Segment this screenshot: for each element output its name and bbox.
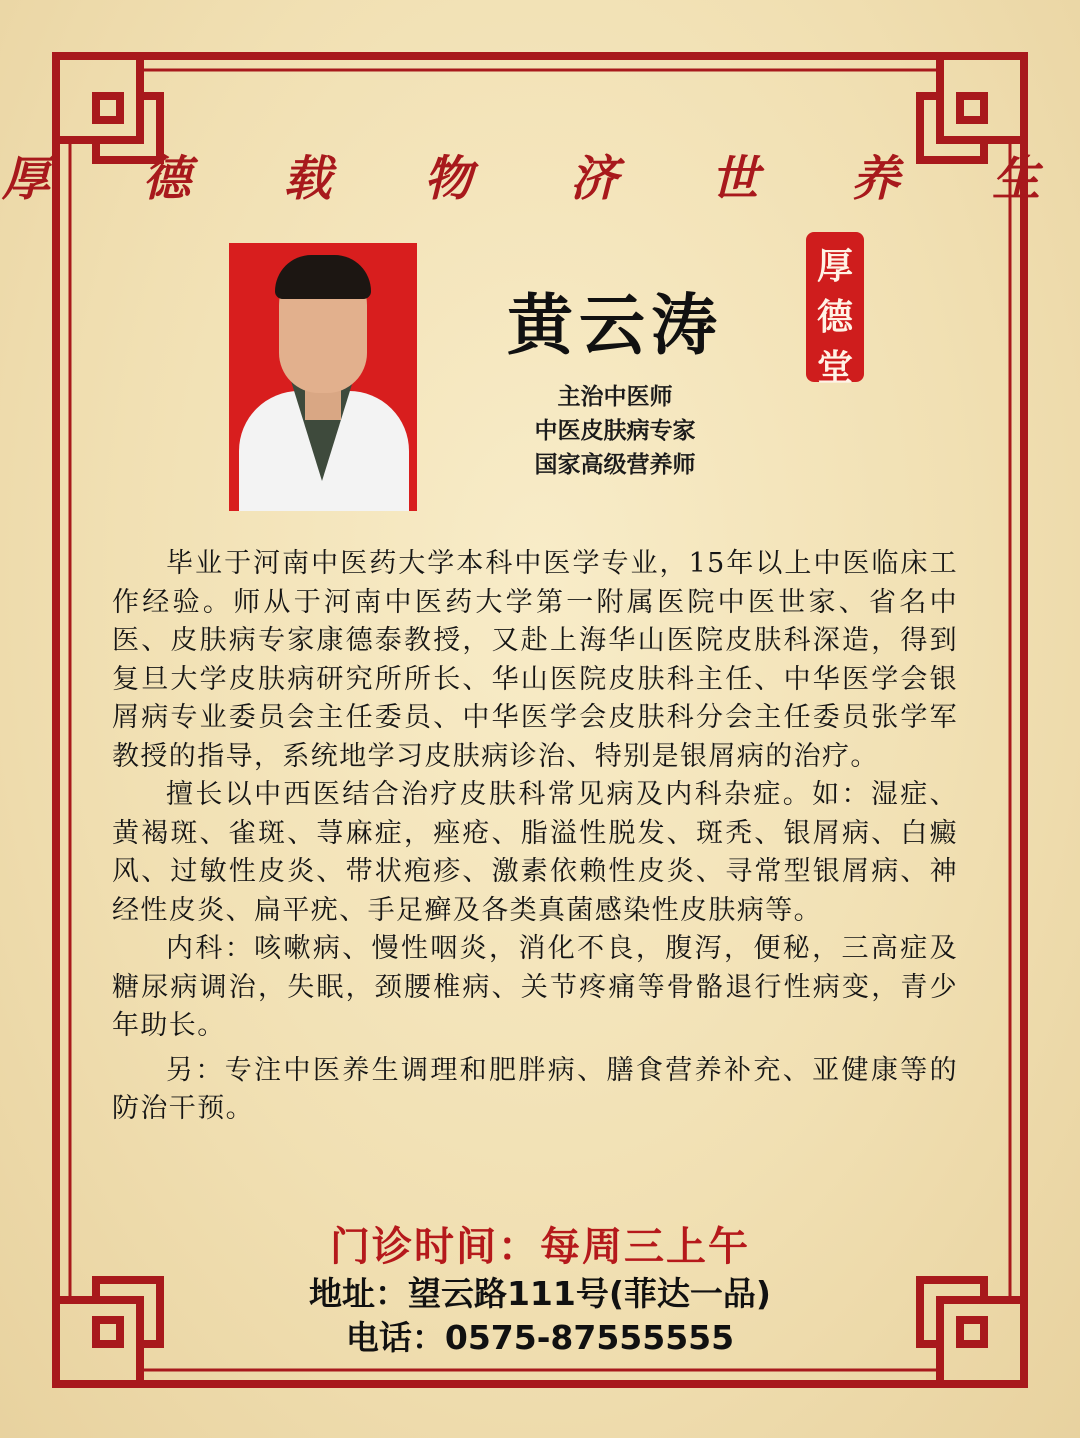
motto-left: 厚 德 载 物 [1, 151, 510, 207]
hospital-seal [806, 232, 864, 389]
doctor-portrait [229, 243, 417, 511]
doctor-titles [470, 380, 760, 482]
title-line: 主治中医师 [557, 383, 673, 410]
doctor-name: 黄云涛 [507, 286, 723, 364]
bio-paragraph: 另：专注中医养生调理和肥胖病、膳食营养补充、亚健康等的防治干预。 [112, 1054, 958, 1124]
clinic-phone: 电话：0575-87555555 [345, 1318, 735, 1357]
clinic-hours: 门诊时间：每周三上午 [330, 1224, 750, 1270]
seal-char: 堂 [816, 347, 853, 389]
bio-paragraph: 内科：咳嗽病、慢性咽炎，消化不良，腹泻，便秘，三高症及糖尿病调治，失眠，颈腰椎病、关节疼痛等骨骼退行性病变，青少年助长。 [112, 933, 958, 1041]
title-line: 国家高级营养师 [534, 451, 696, 478]
motto-right: 济 世 养 生 [570, 151, 1079, 207]
doctor-biography [112, 545, 958, 1129]
seal-char: 厚 [816, 245, 853, 287]
clinic-address: 地址：望云路111号(菲达一品) [308, 1274, 772, 1313]
bio-paragraph: 擅长以中西医结合治疗皮肤科常见病及内科杂症。如：湿症、黄褐斑、雀斑、荨麻症，痤疮、脂溢性脱发、斑秃、银屑病、白癜风、过敏性皮炎、带状疱疹、激素依赖性皮炎、寻常型银屑病、神经性皮炎、扁平疣、手足癣及各类真菌感染性皮肤病等。 [112, 779, 958, 926]
title-line: 中医皮肤病专家 [534, 417, 696, 444]
motto-banner [0, 140, 1080, 209]
portrait-hair [275, 255, 371, 299]
bio-paragraph: 毕业于河南中医药大学本科中医学专业，15年以上中医临床工作经验。师从于河南中医药大学第一附属医院中医世家、省名中医、皮肤病专家康德泰教授，又赴上海华山医院皮肤科深造，得到复旦大学皮肤病研究所所长、华山医院皮肤科主任、中华医学会银屑病专业委员会主任委员、中华医学会皮肤科分会主任委员张学军教授的指导，系统地学习皮肤病诊治、特别是银屑病的治疗。 [112, 548, 958, 772]
seal-char: 德 [816, 296, 853, 338]
